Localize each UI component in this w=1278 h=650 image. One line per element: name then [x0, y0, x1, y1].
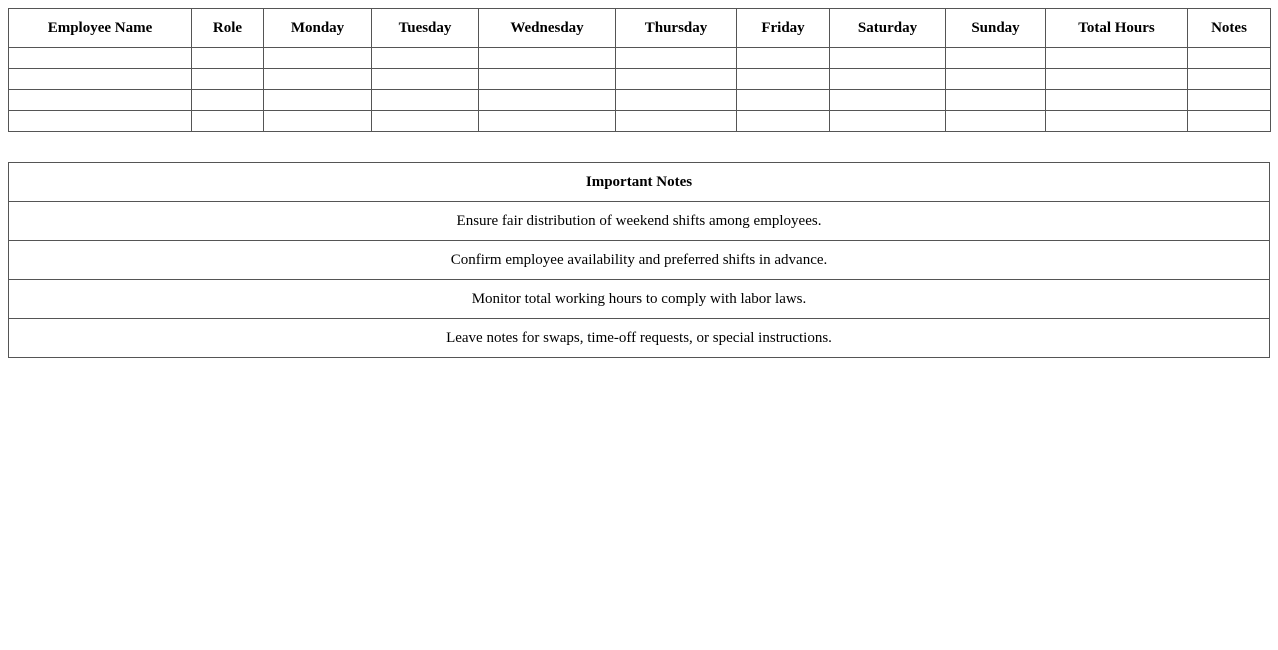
important-notes-table [8, 162, 1270, 358]
header-sunday: Sunday [946, 9, 1046, 48]
cell-wednesday[interactable] [479, 111, 616, 132]
cell-thursday[interactable] [616, 48, 737, 69]
cell-total-hours[interactable] [1046, 48, 1188, 69]
cell-role[interactable] [192, 48, 264, 69]
cell-employee-name[interactable] [9, 90, 192, 111]
cell-thursday[interactable] [616, 69, 737, 90]
cell-monday[interactable] [264, 69, 372, 90]
list-item [9, 241, 1270, 280]
cell-thursday[interactable] [616, 111, 737, 132]
header-wednesday: Wednesday [479, 9, 616, 48]
cell-role[interactable] [192, 69, 264, 90]
table-row [9, 111, 1271, 132]
cell-total-hours[interactable] [1046, 90, 1188, 111]
header-friday: Friday [737, 9, 830, 48]
cell-saturday[interactable] [830, 48, 946, 69]
header-monday: Monday [264, 9, 372, 48]
header-saturday: Saturday [830, 9, 946, 48]
schedule-header-row [9, 9, 1271, 48]
notes-header-row [9, 163, 1270, 202]
cell-monday[interactable] [264, 48, 372, 69]
list-item [9, 202, 1270, 241]
cell-saturday[interactable] [830, 111, 946, 132]
cell-sunday[interactable] [946, 111, 1046, 132]
note-text: Leave notes for swaps, time-off requests, or special instructions. [9, 319, 1270, 358]
notes-title: Important Notes [9, 163, 1270, 202]
cell-wednesday[interactable] [479, 69, 616, 90]
cell-notes[interactable] [1188, 111, 1271, 132]
cell-friday[interactable] [737, 111, 830, 132]
cell-monday[interactable] [264, 111, 372, 132]
cell-wednesday[interactable] [479, 48, 616, 69]
header-notes: Notes [1188, 9, 1271, 48]
cell-sunday[interactable] [946, 69, 1046, 90]
header-role: Role [192, 9, 264, 48]
list-item [9, 280, 1270, 319]
cell-saturday[interactable] [830, 90, 946, 111]
cell-total-hours[interactable] [1046, 69, 1188, 90]
cell-notes[interactable] [1188, 90, 1271, 111]
cell-tuesday[interactable] [372, 90, 479, 111]
cell-total-hours[interactable] [1046, 111, 1188, 132]
cell-friday[interactable] [737, 48, 830, 69]
table-row [9, 90, 1271, 111]
cell-role[interactable] [192, 90, 264, 111]
cell-employee-name[interactable] [9, 69, 192, 90]
cell-tuesday[interactable] [372, 48, 479, 69]
schedule-table [8, 8, 1271, 132]
cell-wednesday[interactable] [479, 90, 616, 111]
table-row [9, 48, 1271, 69]
cell-sunday[interactable] [946, 48, 1046, 69]
cell-sunday[interactable] [946, 90, 1046, 111]
cell-tuesday[interactable] [372, 111, 479, 132]
cell-thursday[interactable] [616, 90, 737, 111]
header-total-hours: Total Hours [1046, 9, 1188, 48]
cell-notes[interactable] [1188, 69, 1271, 90]
cell-employee-name[interactable] [9, 48, 192, 69]
cell-employee-name[interactable] [9, 111, 192, 132]
cell-role[interactable] [192, 111, 264, 132]
header-thursday: Thursday [616, 9, 737, 48]
cell-notes[interactable] [1188, 48, 1271, 69]
cell-saturday[interactable] [830, 69, 946, 90]
table-row [9, 69, 1271, 90]
cell-tuesday[interactable] [372, 69, 479, 90]
note-text: Confirm employee availability and preferred shifts in advance. [9, 241, 1270, 280]
cell-monday[interactable] [264, 90, 372, 111]
header-tuesday: Tuesday [372, 9, 479, 48]
cell-friday[interactable] [737, 69, 830, 90]
list-item [9, 319, 1270, 358]
note-text: Monitor total working hours to comply with labor laws. [9, 280, 1270, 319]
note-text: Ensure fair distribution of weekend shifts among employees. [9, 202, 1270, 241]
cell-friday[interactable] [737, 90, 830, 111]
header-employee-name: Employee Name [9, 9, 192, 48]
